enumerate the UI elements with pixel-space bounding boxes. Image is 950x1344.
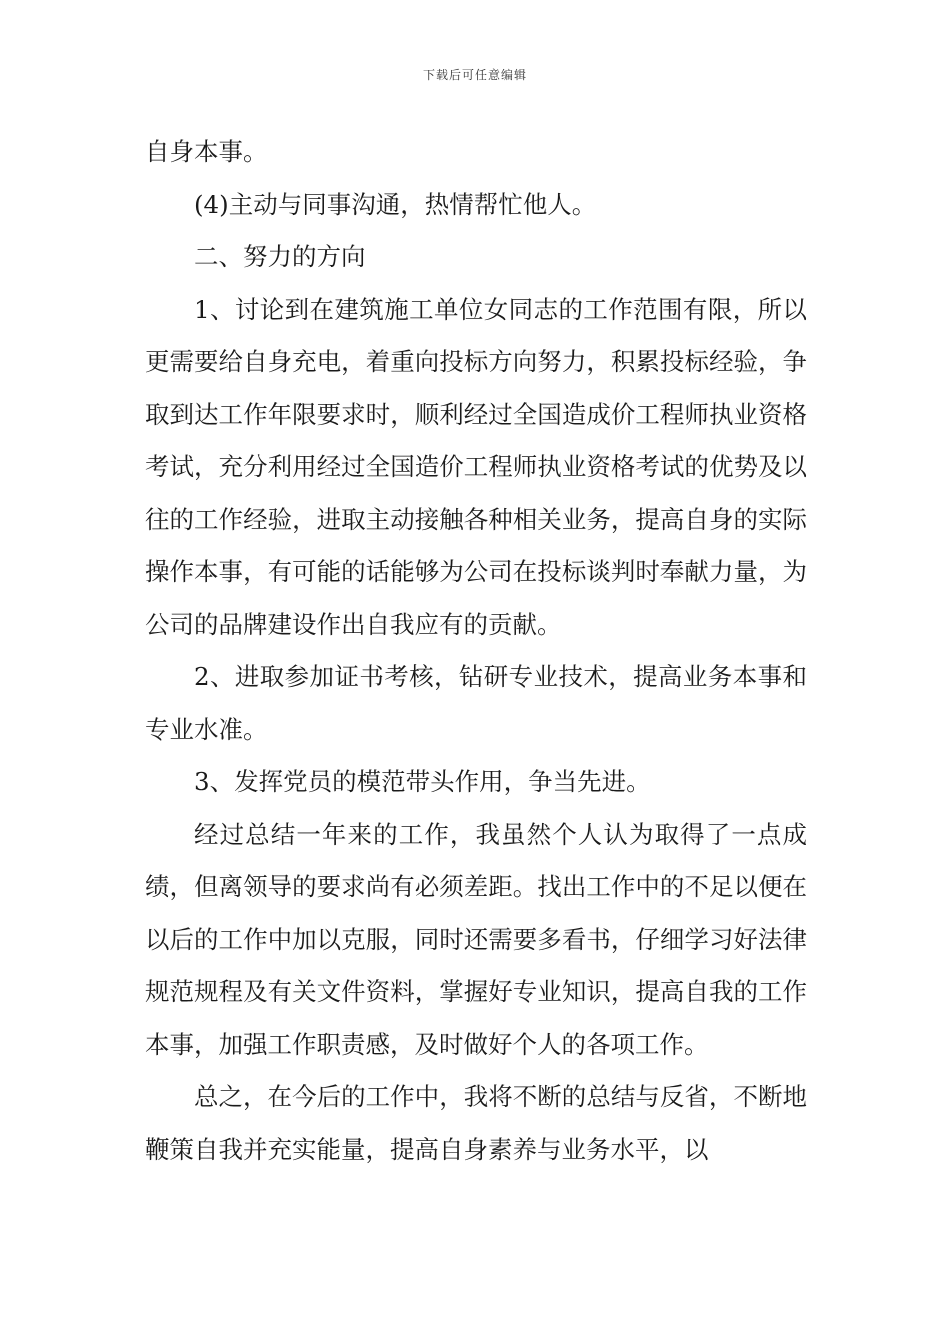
paragraph-1: 自身本事。 [145, 137, 268, 166]
paragraph-item-3: 3、发挥党员的模范带头作用，争当先进。 [194, 767, 651, 796]
paragraph-2: (4)主动与同事沟通，热情帮忙他人。 [194, 189, 597, 219]
paragraph-conclusion: 总之，在今后的工作中，我将不断的总结与反省，不断地鞭策自我并充实能量，提高自身素养与业务水平，以 [145, 1082, 807, 1164]
page-header-note: 下载后可任意编辑 [422, 68, 527, 82]
paragraph-item-2: 2、进取参加证书考核，钻研专业技术，提高业务本事和专业水准。 [145, 662, 807, 744]
document-body [145, 126, 807, 1176]
section-heading-direction: 二、努力的方向 [194, 242, 366, 271]
paragraph-summary: 经过总结一年来的工作，我虽然个人认为取得了一点成绩，但离领导的要求尚有必须差距。找出工作中的不足以便在以后的工作中加以克服，同时还需要多看书，仔细学习好法律规范规程及有关文件资料，掌握好专业知识，提高自我的工作本事，加强工作职责感，及时做好个人的各项工作。 [145, 819, 807, 1059]
paragraph-item-1: 1、讨论到在建筑施工单位女同志的工作范围有限，所以更需要给自身充电，着重向投标方向努力，积累投标经验，争取到达工作年限要求时，顺利经过全国造成价工程师执业资格考试，充分利用经过全国造价工程师执业资格考试的优势及以往的工作经验，进取主动接触各种相关业务，提高自身的实际操作本事，有可能的话能够为公司在投标谈判时奉献力量，为公司的品牌建设作出自我应有的贡献。 [145, 294, 807, 639]
